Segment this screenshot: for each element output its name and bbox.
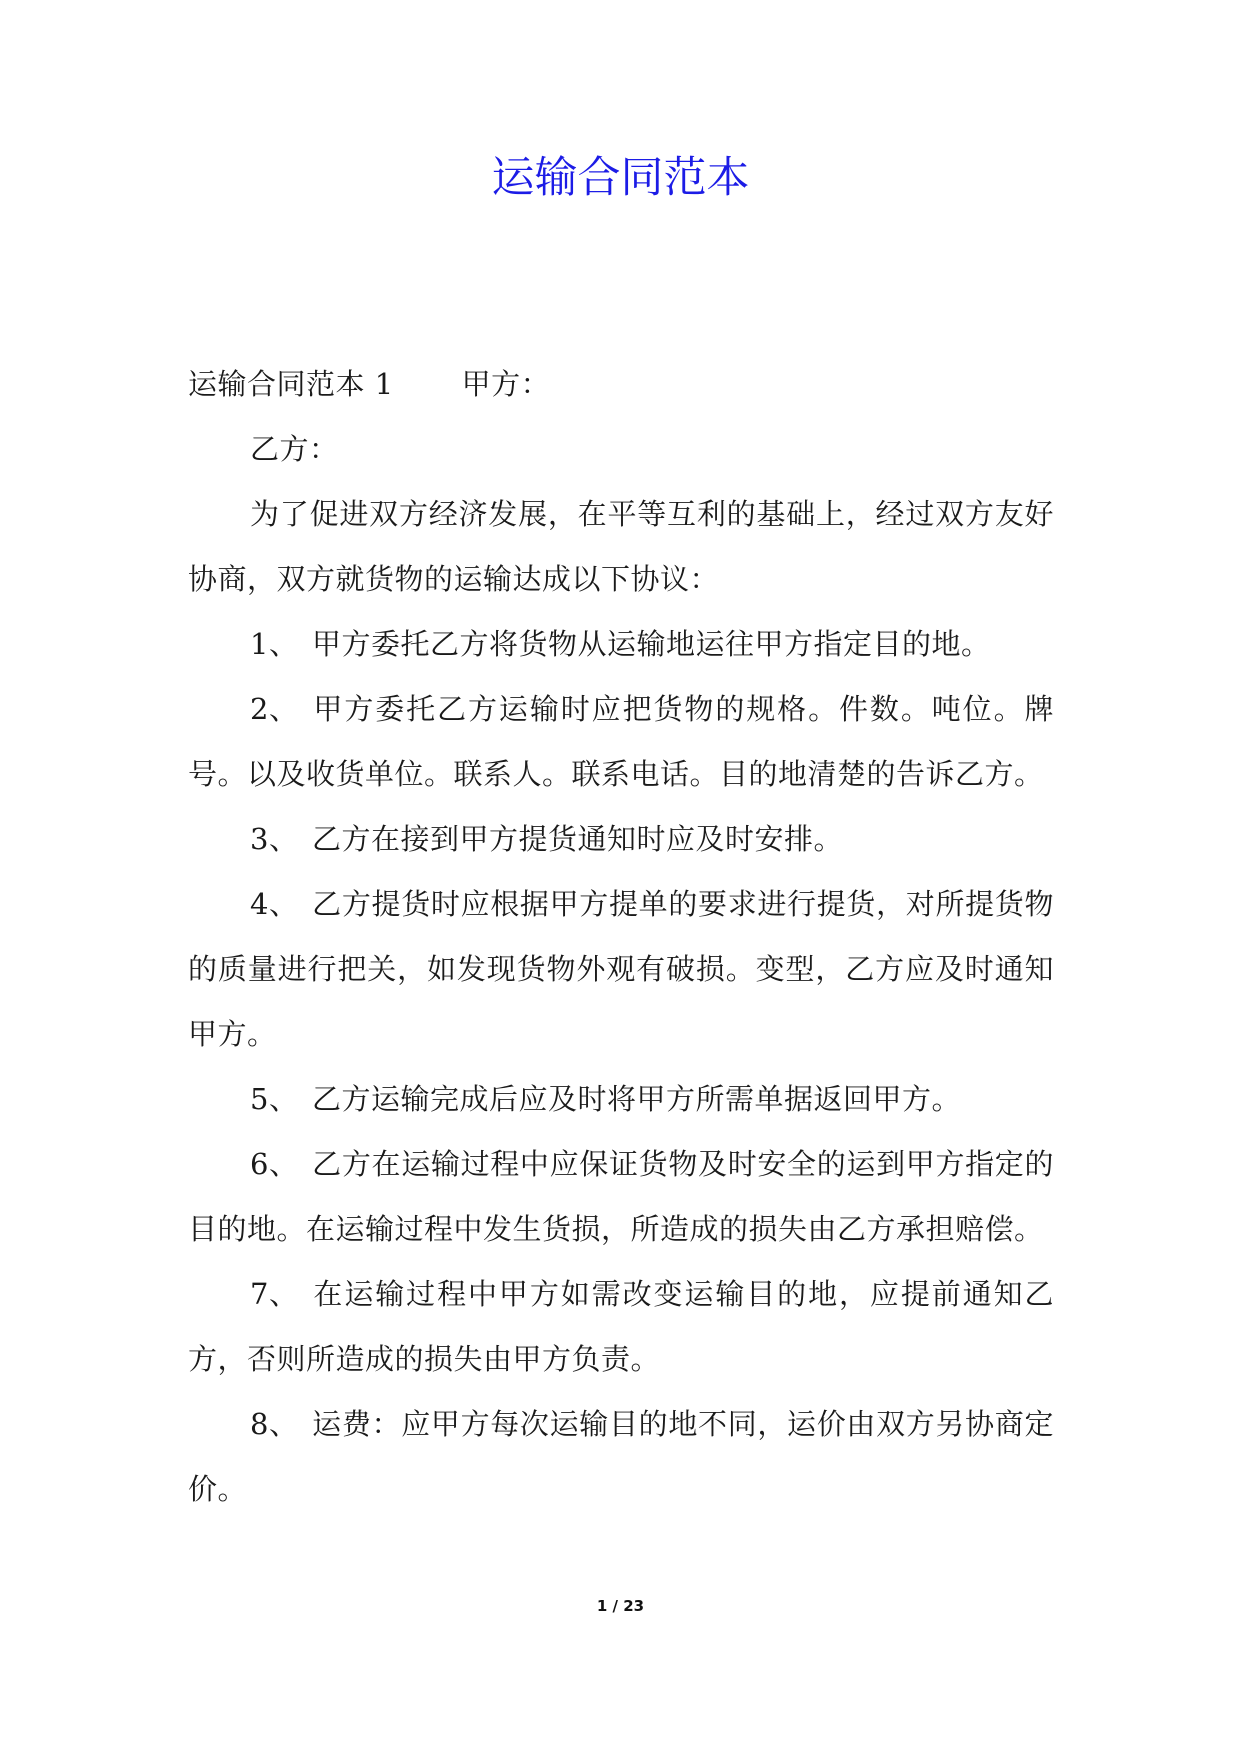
clause-number: 6、 bbox=[250, 1147, 299, 1181]
clause-text: 甲方委托乙方将货物从运输地运往甲方指定目的地。 bbox=[312, 627, 991, 661]
clause-number: 3、 bbox=[250, 822, 299, 856]
clause-number: 7、 bbox=[250, 1277, 299, 1311]
clause-4 bbox=[188, 872, 1054, 1067]
party-b-label: 乙方： bbox=[250, 432, 339, 466]
clause-6 bbox=[188, 1132, 1054, 1262]
intro-line bbox=[188, 352, 1054, 417]
clause-text: 在运输过程中甲方如需改变运输目的地，应提前通知乙方，否则所造成的损失由甲方负责。 bbox=[188, 1277, 1054, 1376]
clause-3 bbox=[188, 807, 1054, 872]
clause-8 bbox=[188, 1392, 1054, 1522]
clause-number: 8、 bbox=[250, 1407, 299, 1441]
clause-number: 4、 bbox=[250, 887, 299, 921]
clause-7 bbox=[188, 1262, 1054, 1392]
document-body bbox=[188, 352, 1054, 1522]
clause-text: 乙方在接到甲方提货通知时应及时安排。 bbox=[312, 822, 844, 856]
document-title: 运输合同范本 bbox=[491, 153, 750, 203]
preamble: 为了促进双方经济发展，在平等互利的基础上，经过双方友好协商，双方就货物的运输达成以下协议： bbox=[188, 497, 1054, 596]
clause-text: 运费：应甲方每次运输目的地不同，运价由双方另协商定价。 bbox=[188, 1407, 1054, 1506]
clause-text: 乙方提货时应根据甲方提单的要求进行提货，对所提货物的质量进行把关，如发现货物外观有破损。变型，乙方应及时通知甲方。 bbox=[188, 887, 1054, 1051]
page-indicator: 1 / 23 bbox=[596, 1597, 645, 1615]
clause-text: 乙方运输完成后应及时将甲方所需单据返回甲方。 bbox=[312, 1082, 962, 1116]
clause-1 bbox=[188, 612, 1054, 677]
clause-text: 甲方委托乙方运输时应把货物的规格。件数。吨位。牌号。以及收货单位。联系人。联系电话。目的地清楚的告诉乙方。 bbox=[188, 692, 1054, 791]
clause-number: 5、 bbox=[250, 1082, 299, 1116]
clause-5 bbox=[188, 1067, 1054, 1132]
clause-2 bbox=[188, 677, 1054, 807]
contract-name: 运输合同范本 1 bbox=[188, 367, 394, 401]
party-a-label: 甲方： bbox=[461, 367, 551, 401]
clause-number: 1、 bbox=[250, 627, 299, 661]
clause-text: 乙方在运输过程中应保证货物及时安全的运到甲方指定的目的地。在运输过程中发生货损，所造成的损失由乙方承担赔偿。 bbox=[188, 1147, 1054, 1246]
clause-number: 2、 bbox=[250, 692, 299, 726]
